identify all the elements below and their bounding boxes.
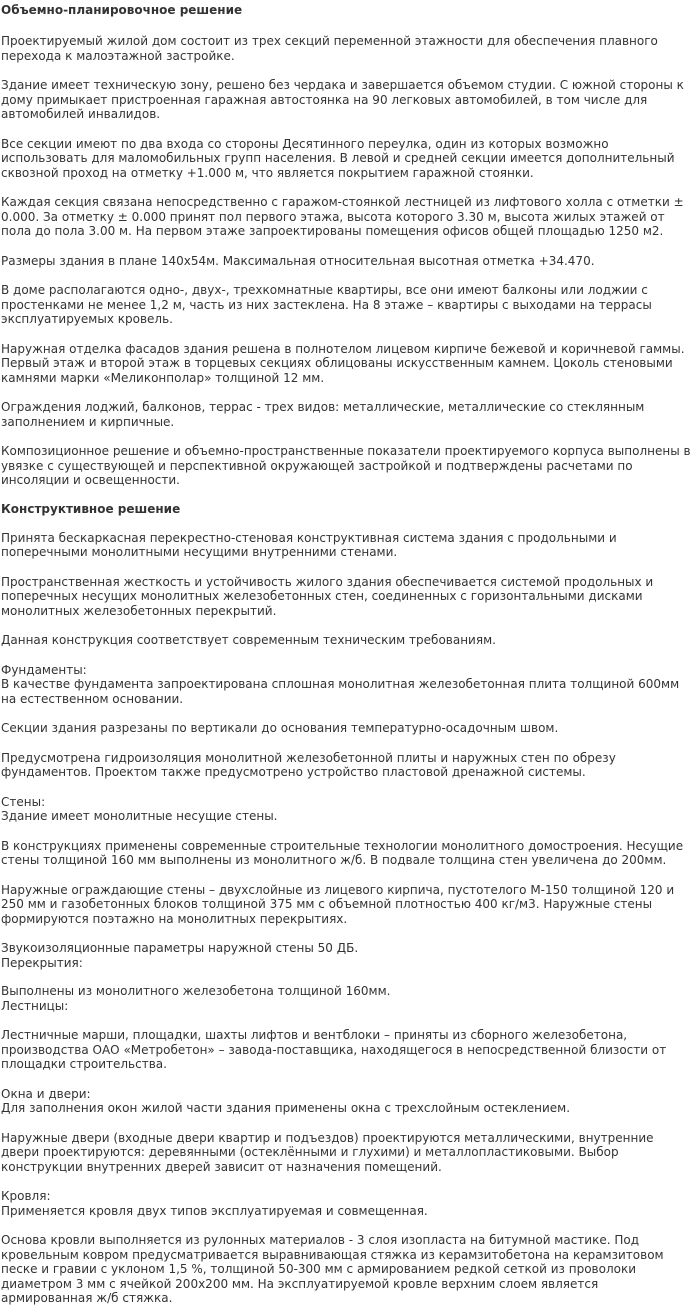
roof-label: Кровля:	[1, 1189, 51, 1203]
windows-text: Для заполнения окон жилой части здания применены окна с трехслойным остеклением.	[1, 1101, 571, 1115]
paragraph: Ограждения лоджий, балконов, террас - трех видов: металлические, металлические со стеклянным заполнением и кирпичные.	[1, 400, 645, 429]
paragraph: Принята бескаркасная перекрестно-стеновая конструктивная система здания с продольными и поперечными монолитными несущими внутренними стенами.	[1, 530, 617, 559]
sound-slabs-block	[1, 941, 693, 970]
windows-label: Окна и двери:	[1, 1086, 91, 1101]
paragraph: Проектируемый жилой дом состоит из трех секций переменной этажности для обеспечения плавного перехода к малоэтажной застройке.	[1, 34, 658, 63]
stairs-label: Лестницы:	[1, 998, 69, 1013]
paragraph: В доме располагаются одно-, двух-, трехкомнатные квартиры, все они имеют балконы или лоджии с простенками не менее 1,2 м, часть из них застеклена. На 8 этаже – квартиры с выходами на террасы эксплуатируемых кровель.	[1, 283, 652, 326]
paragraph: Здание имеет техническую зону, решено без чердака и завершается объемом студии. С южной стороны к дому примыкает пристроенная гаражная автостоянка на 90 легковых автомобилей, в том числе для автомобилей инвалидов.	[1, 78, 684, 121]
paragraph: Предусмотрена гидроизоляция монолитной железобетонной плиты и наружных стен по обрезу фундаментов. Проектом также предусмотрено устройство пластовой дренажной системы.	[1, 750, 616, 779]
paragraph: Композиционное решение и объемно-пространственные показатели проектируемого корпуса выполнены в увязке с существующей и перспективной окружающей застройкой и подтверждены расчетами по инсоляции и освещенности.	[1, 444, 691, 487]
roof-text: Применяется кровля двух типов эксплуатируемая и совмещенная.	[1, 1203, 428, 1218]
walls-label: Стены:	[1, 794, 46, 809]
roof-block	[1, 1189, 693, 1218]
paragraph: Основа кровли выполняется из рулонных материалов - 3 слоя изопласта на битумной мастике. Под кровельным ковром предусматривается выравнивающая стяжка из керамзитобетона на керамзитовом песке и гравии с уклоном 1,5 %, толщиной 50-300 мм с армированием редкой сеткой из проволоки диаметром 3 мм с ячейкой 200х200 мм. На эксплуатируемой кровле верхним слоем является армированная ж/б стяжка.	[1, 1233, 664, 1305]
windows-block	[1, 1087, 693, 1116]
paragraph: Лестничные марши, площадки, шахты лифтов и вентблоки – приняты из сборного железобетона, производства ОАО «Метробетон» – завода-поставщика, находящегося в непосредственной близости от площадки строительства.	[1, 1028, 667, 1071]
paragraph: В конструкциях применены современные строительные технологии монолитного домостроения. Несущие стены толщиной 160 мм выполнены из монолитного ж/б. В подвале толщина стен увеличена до 200мм.	[1, 838, 684, 867]
paragraph: Пространственная жесткость и устойчивость жилого здания обеспечивается системой продольных и поперечных несущих монолитных железобетонных стен, соединенных с горизонтальными дисками монолитных железобетонных перекрытий.	[1, 574, 654, 618]
paragraph: Наружная отделка фасадов здания решена в полнотелом лицевом кирпиче бежевой и коричневой гаммы. Первый этаж и второй этаж в торцевых секциях облицованы искусственным камнем. Цоколь стеновыми камнями марки «Меликонполар» толщиной 12 мм.	[1, 341, 685, 385]
paragraph: Секции здания разрезаны по вертикали до основания температурно-осадочным швом.	[1, 721, 559, 735]
paragraph: Данная конструкция соответствует современным техническим требованиям.	[1, 633, 496, 647]
slabs-label: Перекрытия:	[1, 955, 83, 970]
sound-text: Звукоизоляционные параметры наружной стены 50 ДБ.	[1, 941, 359, 955]
slabs-block	[1, 984, 693, 1013]
walls-text: Здание имеет монолитные несущие стены.	[1, 809, 278, 823]
section-heading-planning: Объемно-планировочное решение	[1, 3, 243, 17]
paragraph: Каждая секция связана непосредственно с гаражом-стоянкой лестницей из лифтового холла с отметки ± 0.000. За отметку ± 0.000 принят пол первого этажа, высота которого 3.30 м, высота жилых этажей от пола до пола 3.00 м. На первом этаже запроектированы помещения офисов общей площадью 1250 м2.	[1, 195, 684, 238]
paragraph: Наружные ограждающие стены – двухслойные из лицевого кирпича, пустотелого М-150 толщиной 120 и 250 мм и газобетонных блоков толщиной 375 мм с объемной плотностью 400 кг/м3. Наружные стены формируются поэтажно на монолитных перекрытиях.	[1, 882, 675, 926]
section-heading-construction: Конструктивное решение	[1, 501, 181, 516]
foundations-label: Фундаменты:	[1, 662, 87, 677]
paragraph: Все секции имеют по два входа со стороны Десятинного переулка, один из которых возможно использовать для маломобильных групп населения. В левой и средней секции имеется дополнительный сквозной проход на отметку +1.000 м, что является покрытием гаражной стоянки.	[1, 136, 675, 180]
paragraph: Наружные двери (входные двери квартир и подъездов) проектируются металлическими, внутренние двери проектируются: деревянными (остеклёнными и глухими) и металлопластиковыми. Выбор конструкции внутренних дверей зависит от назначения помещений.	[1, 1130, 654, 1174]
walls-block	[1, 795, 693, 824]
slabs-text: Выполнены из монолитного железобетона толщиной 160мм.	[1, 984, 391, 998]
foundations-block	[1, 663, 693, 707]
foundations-text: В качестве фундамента запроектирована сплошная монолитная железобетонная плита толщиной 600мм на естественном основании.	[1, 677, 680, 706]
paragraph: Размеры здания в плане 140х54м. Максимальная относительная высотная отметка +34.470.	[1, 253, 595, 268]
